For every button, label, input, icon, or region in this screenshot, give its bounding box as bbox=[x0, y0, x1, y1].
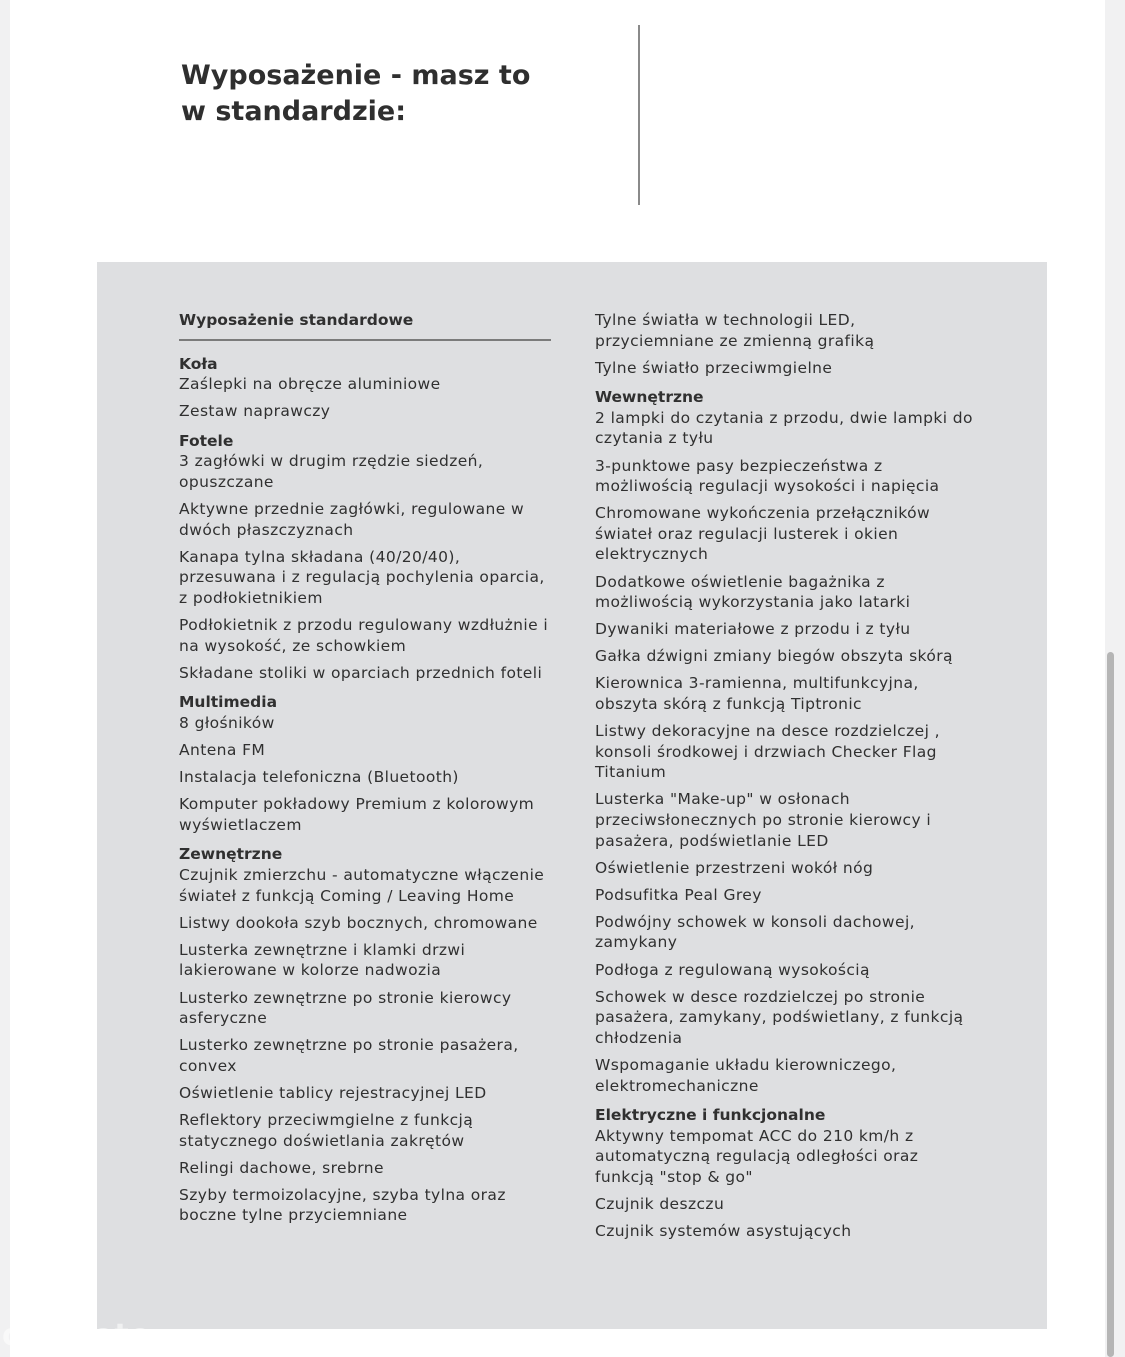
watermark-logo: otomoto bbox=[2, 1318, 152, 1353]
equipment-item: 3 zagłówki w drugim rzędzie siedzeń, opuszczane bbox=[179, 452, 484, 492]
equipment-item: Komputer pokładowy Premium z kolorowym wyświetlaczem bbox=[179, 795, 535, 834]
equipment-group bbox=[595, 1105, 975, 1242]
equipment-item: Czujnik systemów asystujących bbox=[595, 1222, 852, 1241]
vertical-divider bbox=[638, 25, 640, 205]
equipment-item: Dodatkowe oświetlenie bagażnika z możliwością wykorzystania jako latarki bbox=[595, 572, 911, 612]
equipment-item: Listwy dookoła szyb bocznych, chromowane bbox=[179, 913, 538, 932]
equipment-item: Relingi dachowe, srebrne bbox=[179, 1158, 384, 1177]
equipment-item: Listwy dekoracyjne na desce rozdzielczej , konsoli środkowej i drzwiach Checker Flag Titanium bbox=[595, 722, 940, 782]
equipment-item: Reflektory przeciwmgielne z funkcją statycznego doświetlania zakrętów bbox=[179, 1111, 474, 1150]
page-title-line-2: w standardzie: bbox=[181, 96, 407, 127]
equipment-item: Antena FM bbox=[179, 741, 266, 760]
equipment-group bbox=[179, 354, 551, 422]
group-title: Elektryczne i funkcjonalne bbox=[595, 1106, 826, 1125]
equipment-item: Kierownica 3-ramienna, multifunkcyjna, obszyta skórą z funkcją Tiptronic bbox=[595, 674, 919, 713]
equipment-item: Szyby termoizolacyjne, szyba tylna oraz boczne tylne przyciemniane bbox=[179, 1185, 506, 1225]
group-title: Wewnętrzne bbox=[595, 388, 704, 407]
equipment-item: Tylne światła w technologii LED, przyciemniane ze zmienną grafiką bbox=[595, 311, 875, 350]
equipment-item: Oświetlenie tablicy rejestracyjnej LED bbox=[179, 1083, 487, 1102]
equipment-group bbox=[179, 431, 551, 684]
equipment-item: Chromowane wykończenia przełączników świateł oraz regulacji lusterek i okien elektrycznych bbox=[595, 504, 931, 564]
equipment-column-left bbox=[179, 310, 551, 1235]
equipment-item: Podsufitka Peal Grey bbox=[595, 885, 762, 904]
equipment-item: Zaślepki na obręcze aluminiowe bbox=[179, 375, 441, 394]
equipment-item: Czujnik deszczu bbox=[595, 1194, 725, 1213]
equipment-item: Podwójny schowek w konsoli dachowej, zamykany bbox=[595, 912, 915, 952]
equipment-item: Schowek w desce rozdzielczej po stronie pasażera, zamykany, podświetlany, z funkcją chłodzenia bbox=[595, 987, 964, 1047]
equipment-group bbox=[179, 844, 551, 1226]
equipment-item: Podłoga z regulowaną wysokością bbox=[595, 960, 870, 979]
equipment-item: Czujnik zmierzchu - automatyczne włączenie świateł z funkcją Coming / Leaving Home bbox=[179, 866, 545, 905]
equipment-group bbox=[179, 692, 551, 835]
group-title: Multimedia bbox=[179, 693, 278, 712]
equipment-item: Wspomaganie układu kierowniczego, elektromechaniczne bbox=[595, 1055, 897, 1095]
equipment-item: Lusterka "Make-up" w osłonach przeciwsłonecznych po stronie kierowcy i pasażera, podświetlanie LED bbox=[595, 790, 932, 850]
equipment-group bbox=[595, 310, 975, 378]
equipment-item: 2 lampki do czytania z przodu, dwie lampki do czytania z tyłu bbox=[595, 408, 973, 448]
equipment-column-right bbox=[595, 310, 975, 1251]
equipment-item: Aktywne przednie zagłówki, regulowane w dwóch płaszczyznach bbox=[179, 500, 525, 539]
equipment-item: Aktywny tempomat ACC do 210 km/h z automatyczną regulacją odległości oraz funkcją "stop & go" bbox=[595, 1126, 919, 1186]
page-title-line-1: Wyposażenie - masz to bbox=[181, 60, 531, 91]
right-groups bbox=[595, 310, 975, 1242]
group-title: Fotele bbox=[179, 431, 234, 450]
equipment-item: Lusterka zewnętrzne i klamki drzwi lakierowane w kolorze nadwozia bbox=[179, 940, 466, 980]
equipment-item: Tylne światło przeciwmgielne bbox=[595, 358, 833, 377]
equipment-item: Zestaw naprawczy bbox=[179, 402, 331, 421]
equipment-item: Składane stoliki w oparciach przednich foteli bbox=[179, 663, 543, 682]
equipment-group bbox=[595, 387, 975, 1096]
equipment-item: Dywaniki materiałowe z przodu i z tyłu bbox=[595, 620, 911, 639]
equipment-item: Instalacja telefoniczna (Bluetooth) bbox=[179, 768, 459, 787]
scrollbar-thumb[interactable] bbox=[1107, 652, 1114, 1357]
left-groups bbox=[179, 354, 551, 1226]
equipment-item: Oświetlenie przestrzeni wokół nóg bbox=[595, 858, 874, 877]
equipment-item: 8 głośników bbox=[179, 714, 275, 732]
group-title: Zewnętrzne bbox=[179, 845, 283, 864]
equipment-item: Gałka dźwigni zmiany biegów obszyta skórą bbox=[595, 647, 953, 666]
equipment-item: Podłokietnik z przodu regulowany wzdłużnie i na wysokość, ze schowkiem bbox=[179, 616, 549, 655]
page-title bbox=[181, 58, 530, 130]
group-title: Koła bbox=[179, 354, 218, 373]
equipment-item: Lusterko zewnętrzne po stronie pasażera, convex bbox=[179, 1036, 519, 1075]
equipment-item: Kanapa tylna składana (40/20/40), przesuwana i z regulacją pochylenia oparcia, z podłokietnikiem bbox=[179, 547, 545, 608]
equipment-item: 3-punktowe pasy bezpieczeństwa z możliwością regulacji wysokości i napięcia bbox=[595, 456, 940, 496]
equipment-panel bbox=[97, 262, 1047, 1329]
equipment-heading: Wyposażenie standardowe bbox=[179, 310, 551, 341]
equipment-item: Lusterko zewnętrzne po stronie kierowcy asferyczne bbox=[179, 988, 512, 1028]
document-page bbox=[10, 0, 1115, 1357]
